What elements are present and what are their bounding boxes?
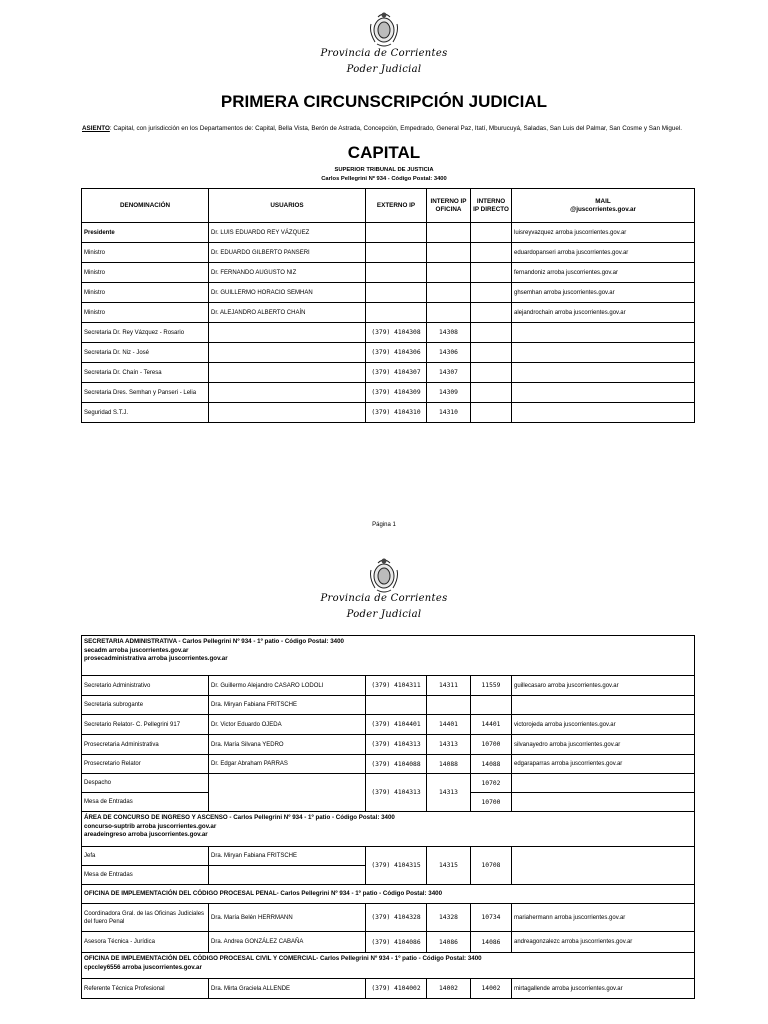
- cell-denominacion: Mesa de Entradas: [82, 793, 209, 812]
- tribunal-name: SUPERIOR TRIBUNAL DE JUSTICIA: [334, 167, 434, 173]
- cell-directo: [471, 263, 512, 283]
- section-title: CAPITAL: [347, 143, 421, 162]
- cell-oficina: 14002: [427, 979, 471, 999]
- cell-denominacion: Seguridad S.T.J.: [82, 403, 209, 423]
- cell-usuario: Dra. María Belén HERRMANN: [209, 904, 366, 932]
- cell-denominacion: Ministro: [82, 283, 209, 303]
- cell-mail: [512, 793, 695, 812]
- cell-directo: [471, 243, 512, 263]
- cell-oficina: 14307: [427, 363, 471, 383]
- cell-oficina: 14328: [427, 904, 471, 932]
- cell-usuario: Dr. Edgar Abraham PARRAS: [209, 755, 366, 774]
- cell-denominacion: Presidente: [82, 223, 209, 243]
- cell-mail: eduardopanseri arroba juscorrientes.gov.ar: [512, 243, 695, 263]
- asiento-paragraph: [82, 124, 688, 133]
- cell-directo: 14088: [471, 755, 512, 774]
- cell-usuario: Dra. Miryan Fabiana FRITSCHE: [209, 696, 366, 715]
- cell-externo: (379) 4104313: [366, 735, 427, 755]
- table-row: [82, 243, 695, 263]
- section-header-civil: [82, 953, 695, 979]
- header-judicial: Poder Judicial: [346, 609, 422, 620]
- cell-directo: 14401: [471, 715, 512, 735]
- cell-externo: (379) 4104307: [366, 363, 427, 383]
- cell-oficina: 14315: [427, 847, 471, 885]
- section-title: OFICINA DE IMPLEMENTACIÓN DEL CÓDIGO PROCESAL PENAL- Carlos Pellegrini Nº 934 - 1º patio - Código Postal: 3400: [84, 889, 443, 897]
- cell-denominacion: Asesora Técnica - Jurídica: [82, 932, 209, 953]
- cell-oficina: 14311: [427, 676, 471, 696]
- cell-externo: (379) 4104002: [366, 979, 427, 999]
- cell-directo: 11559: [471, 676, 512, 696]
- cell-directo: [471, 343, 512, 363]
- directory-table-administrativa: [81, 635, 695, 999]
- cell-externo: (379) 4104311: [366, 676, 427, 696]
- cell-oficina: [427, 283, 471, 303]
- table-row: [82, 403, 695, 423]
- cell-usuario: Dr. GUILLERMO HORACIO SEMHAN: [209, 283, 366, 303]
- section-title: SECRETARIA ADMINISTRATIVA - Carlos Pellegrini Nº 934 - 1º patio - Código Postal: 3400: [84, 638, 344, 645]
- cell-externo: (379) 4104401: [366, 715, 427, 735]
- cell-usuario: [209, 774, 366, 812]
- cell-oficina: 14086: [427, 932, 471, 953]
- table-row: [82, 323, 695, 343]
- table-row: [82, 223, 695, 243]
- cell-mail: [512, 847, 695, 885]
- cell-externo: [366, 223, 427, 243]
- cell-mail: [512, 383, 695, 403]
- cell-denominacion: Coordinadora Gral. de las Oficinas Judiciales del fuero Penal: [82, 904, 209, 932]
- cell-denominacion: Ministro: [82, 243, 209, 263]
- cell-oficina: [427, 696, 471, 715]
- cell-externo: [366, 696, 427, 715]
- cell-externo: (379) 4104310: [366, 403, 427, 423]
- cell-denominacion: Secretaria Dr. Niz - José: [82, 343, 209, 363]
- table-row: [82, 363, 695, 383]
- cell-oficina: 14308: [427, 323, 471, 343]
- section-header-row: [82, 953, 695, 979]
- section-header-row: [82, 636, 695, 676]
- cell-denominacion: Mesa de Entradas: [82, 866, 209, 885]
- col-externo-ip: EXTERNO IP: [366, 189, 427, 223]
- cell-usuario: Dra. María Silvana YEDRO: [209, 735, 366, 755]
- section-email: secadm arroba juscorrientes.gov.ar: [84, 646, 189, 654]
- section-email: cpccley6556 arroba juscorrientes.gov.ar: [84, 963, 202, 971]
- table-row: [82, 735, 695, 755]
- cell-oficina: 14088: [427, 755, 471, 774]
- cell-usuario: [209, 383, 366, 403]
- table-row: [82, 847, 695, 866]
- cell-externo: (379) 4104308: [366, 323, 427, 343]
- col-interno-directo: INTERNO IP DIRECTO: [471, 189, 512, 223]
- cell-directo: 10734: [471, 904, 512, 932]
- cell-directo: 14002: [471, 979, 512, 999]
- cell-externo: (379) 4104309: [366, 383, 427, 403]
- cell-externo: (379) 4104086: [366, 932, 427, 953]
- table-row: [82, 283, 695, 303]
- table-row: [82, 696, 695, 715]
- coat-of-arms-icon: [367, 556, 401, 594]
- cell-mail: silvanayedro arroba juscorrientes.gov.ar: [512, 735, 695, 755]
- cell-directo: [471, 223, 512, 243]
- cell-usuario: Dr. LUIS EDUARDO REY VÁZQUEZ: [209, 223, 366, 243]
- cell-mail: [512, 323, 695, 343]
- cell-denominacion: Secretario Relator- C. Pellegrini 917: [82, 715, 209, 735]
- section-header-concurso: [82, 812, 695, 847]
- cell-mail: victorojeda arroba juscorrientes.gov.ar: [512, 715, 695, 735]
- section-header-row: [82, 812, 695, 847]
- page-title: PRIMERA CIRCUNSCRIPCIÓN JUDICIAL: [220, 92, 548, 111]
- section-title: OFICINA DE IMPLEMENTACIÓN DEL CÓDIGO PROCESAL CIVIL Y COMERCIAL- Carlos Pellegrini Nº 934 - 1º patio - Código Postal: 3400: [84, 955, 482, 962]
- table-row: [82, 932, 695, 953]
- cell-mail: ghsemhan arroba juscorrientes.gov.ar: [512, 283, 695, 303]
- col-interno-oficina: INTERNO IP OFICINA: [427, 189, 471, 223]
- cell-oficina: 14313: [427, 735, 471, 755]
- tribunal-address: Carlos Pellegrini Nº 934 - Código Postal: 3400: [321, 176, 447, 182]
- table-row: [82, 979, 695, 999]
- cell-externo: [366, 303, 427, 323]
- cell-mail: [512, 343, 695, 363]
- cell-mail: guillecasaro arroba juscorrientes.gov.ar: [512, 676, 695, 696]
- section-email: areadeingreso arroba juscorrientes.gov.ar: [84, 831, 208, 838]
- header-province: Provincia de Corrientes: [320, 593, 448, 604]
- page-number: Página 1: [372, 522, 396, 528]
- cell-oficina: 14306: [427, 343, 471, 363]
- cell-directo: 10700: [471, 793, 512, 812]
- directory-table-capital: [81, 188, 695, 423]
- section-header-sec-admin: [82, 636, 695, 676]
- col-denominacion: DENOMINACIÓN: [82, 189, 209, 223]
- cell-directo: 10708: [471, 847, 512, 885]
- cell-directo: 10700: [471, 735, 512, 755]
- cell-externo: [366, 283, 427, 303]
- cell-denominacion: Secretaria Dr. Chaín - Teresa: [82, 363, 209, 383]
- section-email: concurso-suptrib arroba juscorrientes.gov.ar: [84, 822, 217, 830]
- table-row: [82, 343, 695, 363]
- cell-denominacion: Prosecretario Relator: [82, 755, 209, 774]
- cell-externo: (379) 4104088: [366, 755, 427, 774]
- cell-usuario: [209, 323, 366, 343]
- cell-usuario: [209, 403, 366, 423]
- cell-mail: [512, 363, 695, 383]
- section-header-row: [82, 885, 695, 904]
- table-header-row: [82, 189, 695, 223]
- cell-directo: [471, 403, 512, 423]
- section-email: prosecadministrativa arroba juscorrientes.gov.ar: [84, 655, 228, 662]
- table-row: [82, 676, 695, 696]
- cell-externo: [366, 263, 427, 283]
- cell-oficina: 14401: [427, 715, 471, 735]
- header-judicial: Poder Judicial: [346, 64, 422, 75]
- cell-directo: [471, 363, 512, 383]
- cell-oficina: 14310: [427, 403, 471, 423]
- cell-denominacion: Secretaria subrogante: [82, 696, 209, 715]
- cell-mail: luisreyvazquez arroba juscorrientes.gov.ar: [512, 223, 695, 243]
- cell-denominacion: Ministro: [82, 263, 209, 283]
- cell-mail: mirtagallende arroba juscorrientes.gov.ar: [512, 979, 695, 999]
- cell-oficina: [427, 223, 471, 243]
- cell-oficina: [427, 243, 471, 263]
- cell-usuario: [209, 343, 366, 363]
- cell-denominacion: Prosecretaria Administrativa: [82, 735, 209, 755]
- header-province: Provincia de Corrientes: [320, 48, 448, 59]
- cell-externo: (379) 4104328: [366, 904, 427, 932]
- cell-externo: (379) 4104306: [366, 343, 427, 363]
- cell-usuario: [209, 866, 366, 885]
- cell-usuario: Dra. Mirta Graciela ALLENDE: [209, 979, 366, 999]
- table-row: [82, 303, 695, 323]
- cell-usuario: Dra. Andrea GONZÁLEZ CABAÑA: [209, 932, 366, 953]
- cell-denominacion: Jefa: [82, 847, 209, 866]
- cell-mail: [512, 774, 695, 793]
- cell-mail: fernandoniz arroba juscorrientes.gov.ar: [512, 263, 695, 283]
- table-row: [82, 774, 695, 793]
- table-row: [82, 715, 695, 735]
- cell-directo: [471, 696, 512, 715]
- cell-denominacion: Secretaria Dres. Semhan y Panseri - Lelia: [82, 383, 209, 403]
- cell-mail: andreagonzalezc arroba juscorrientes.gov.ar: [512, 932, 695, 953]
- coat-of-arms-icon: [367, 10, 401, 48]
- cell-externo: (379) 4104315: [366, 847, 427, 885]
- table-row: [82, 383, 695, 403]
- col-mail: MAIL @juscorrientes.gov.ar: [512, 189, 695, 223]
- section-title: ÁREA DE CONCURSO DE INGRESO Y ASCENSO - Carlos Pellegrini Nº 934 - 1º patio - Código Postal: 3400: [84, 814, 395, 821]
- cell-oficina: 14309: [427, 383, 471, 403]
- cell-directo: 14086: [471, 932, 512, 953]
- cell-externo: [366, 243, 427, 263]
- cell-denominacion: Referente Técnica Profesional: [82, 979, 209, 999]
- cell-usuario: Dr. ALEJANDRO ALBERTO CHAÍN: [209, 303, 366, 323]
- section-header-penal: [82, 885, 695, 904]
- cell-usuario: Dra. Miryan Fabiana FRITSCHE: [209, 847, 366, 866]
- cell-mail: mariahermann arroba juscorrientes.gov.ar: [512, 904, 695, 932]
- asiento-label: ASIENTO: [82, 125, 110, 132]
- cell-oficina: [427, 303, 471, 323]
- cell-oficina: [427, 263, 471, 283]
- cell-mail: edgaraparras arroba juscorrientes.gov.ar: [512, 755, 695, 774]
- cell-usuario: Dr. EDUARDO GILBERTO PANSERI: [209, 243, 366, 263]
- cell-externo: (379) 4104313: [366, 774, 427, 812]
- cell-mail: [512, 403, 695, 423]
- cell-denominacion: Despacho: [82, 774, 209, 793]
- cell-usuario: [209, 363, 366, 383]
- asiento-text: : Capital, con jurisdicción en los Departamentos de: Capital, Bella Vista, Berón de Astrada, Concepción, Empedrado, General Paz, Itatí, Mburucuyá, Saladas, San Luis del Palmar, San Cosme y San Miguel.: [109, 125, 683, 132]
- col-usuarios: USUARIOS: [209, 189, 366, 223]
- cell-denominacion: Secretario Administrativo: [82, 676, 209, 696]
- cell-denominacion: Ministro: [82, 303, 209, 323]
- cell-directo: 10702: [471, 774, 512, 793]
- cell-usuario: Dr. Victor Eduardo OJEDA: [209, 715, 366, 735]
- table-row: [82, 904, 695, 932]
- cell-directo: [471, 383, 512, 403]
- cell-mail: [512, 696, 695, 715]
- cell-oficina: 14313: [427, 774, 471, 812]
- cell-mail: alejandrochain arroba juscorrientes.gov.ar: [512, 303, 695, 323]
- cell-directo: [471, 283, 512, 303]
- cell-denominacion: Secretaria Dr. Rey Vázquez - Rosario: [82, 323, 209, 343]
- cell-usuario: Dr. FERNANDO AUGUSTO NIZ: [209, 263, 366, 283]
- cell-usuario: Dr. Guillermo Alejandro CASARO LODOLI: [209, 676, 366, 696]
- table-row: [82, 263, 695, 283]
- table-row: [82, 755, 695, 774]
- cell-directo: [471, 303, 512, 323]
- cell-directo: [471, 323, 512, 343]
